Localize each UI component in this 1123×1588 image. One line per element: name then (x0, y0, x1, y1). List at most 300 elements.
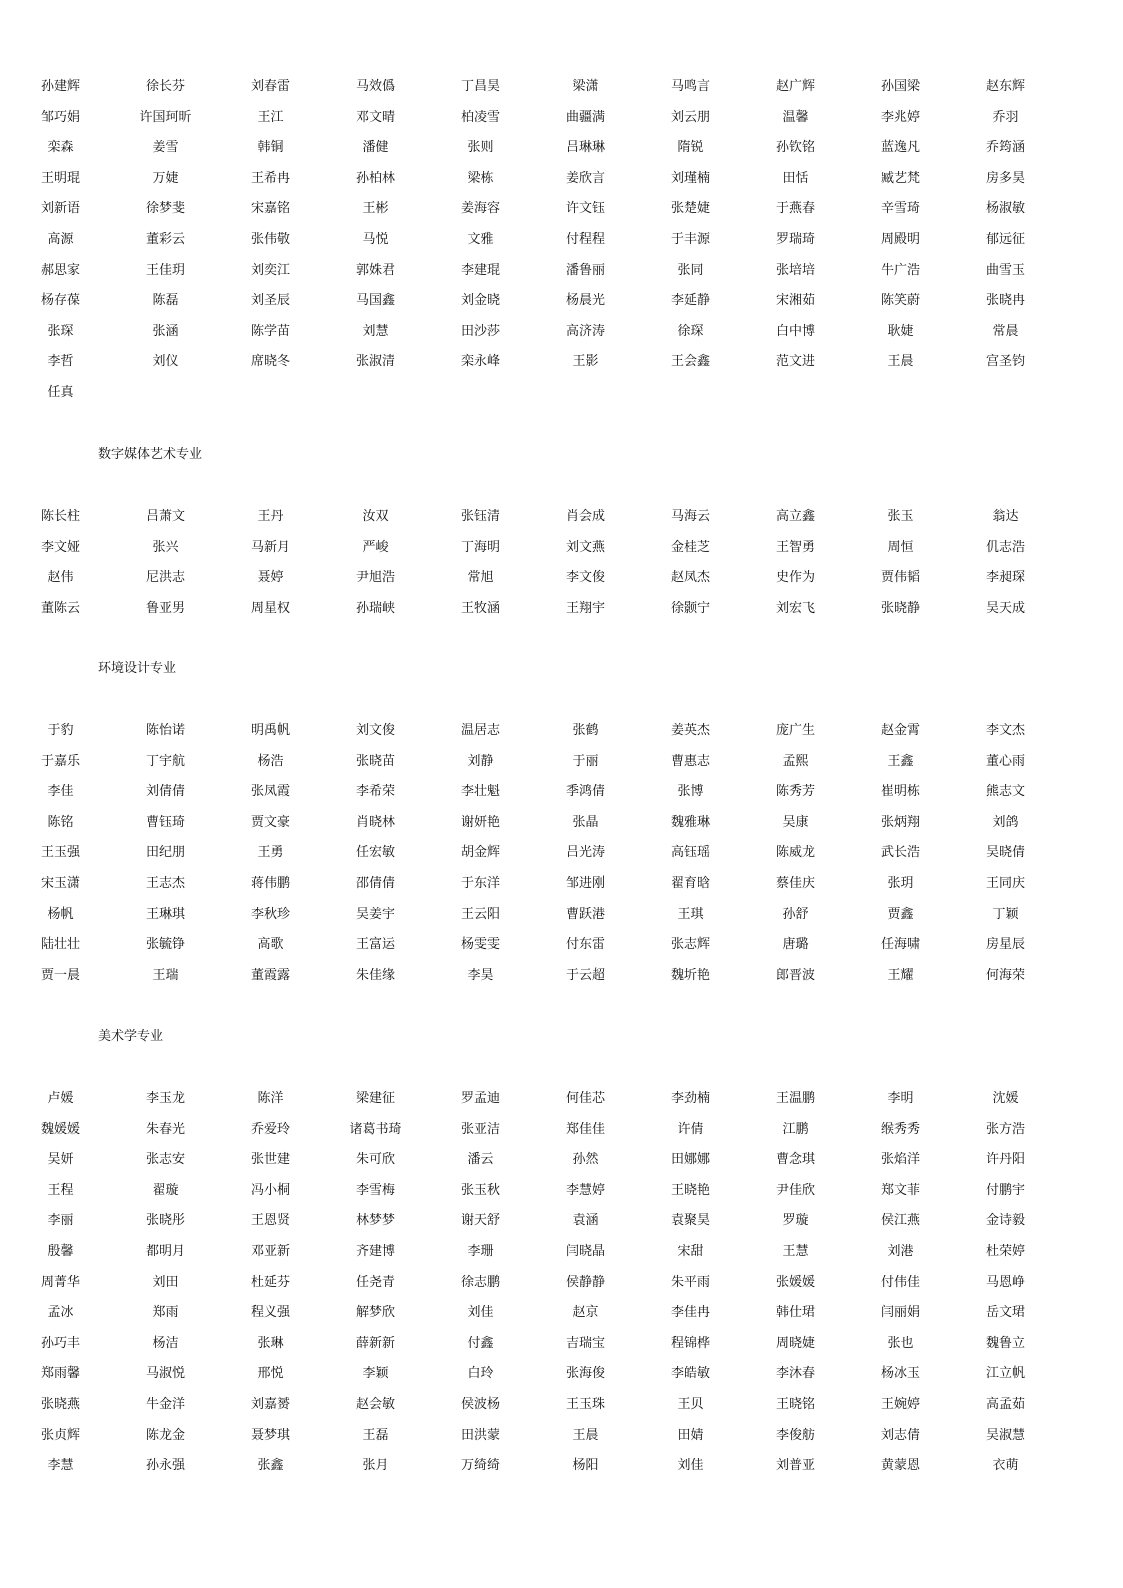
student-name: 朱春光 (145, 1121, 185, 1137)
student-name: 田恬 (782, 170, 809, 186)
student-name: 武长浩 (880, 845, 920, 861)
student-name: 都明月 (145, 1243, 185, 1259)
student-name: 郑文菲 (880, 1182, 920, 1198)
student-name: 赵金霄 (880, 723, 920, 738)
student-name: 张焰洋 (880, 1152, 920, 1168)
student-name: 万绮绮 (460, 1458, 500, 1474)
student-name: 孙钦铭 (775, 140, 815, 156)
student-name: 曲雪玉 (985, 262, 1025, 278)
student-name: 杜荣婷 (985, 1243, 1025, 1259)
student-name: 陈龙金 (145, 1427, 185, 1443)
student-name: 王翔宇 (565, 600, 605, 616)
student-name: 江鹏 (782, 1121, 809, 1137)
student-name: 梁建征 (355, 1091, 395, 1106)
student-name: 王影 (572, 354, 599, 370)
names-grid (8, 502, 1058, 624)
student-name: 周星权 (250, 600, 290, 616)
student-name: 刘港 (887, 1243, 914, 1259)
student-name: 杨晨光 (565, 293, 605, 309)
student-name: 曹惠志 (670, 753, 710, 769)
student-name: 殷馨 (47, 1243, 74, 1259)
student-name: 许文钰 (565, 201, 605, 217)
student-name: 孟冰 (47, 1305, 74, 1321)
student-name: 唐璐 (782, 937, 809, 953)
student-name: 蒋伟鹏 (250, 875, 290, 891)
student-name: 王明琨 (40, 170, 80, 186)
student-name: 周殿明 (880, 231, 920, 247)
student-name: 郝思家 (40, 262, 80, 278)
student-name: 罗璇 (782, 1213, 809, 1229)
student-name: 李玉龙 (145, 1091, 185, 1106)
student-name: 闫丽娟 (880, 1305, 920, 1321)
student-name: 杨洁 (152, 1335, 179, 1351)
student-name: 邢悦 (257, 1366, 284, 1382)
student-name: 付东雷 (565, 937, 605, 953)
student-name: 史作为 (775, 570, 815, 586)
names-grid (8, 1084, 1058, 1482)
student-name: 曹念琪 (775, 1152, 815, 1168)
student-name: 王慧 (782, 1243, 809, 1259)
student-name: 李丽 (47, 1213, 74, 1229)
student-name: 张则 (467, 140, 494, 156)
student-name: 杜延芬 (250, 1274, 290, 1290)
student-name: 田纪朋 (145, 845, 185, 861)
student-name: 郁远征 (985, 231, 1025, 247)
student-name: 许丹阳 (985, 1152, 1025, 1168)
student-name: 王琪 (677, 906, 704, 922)
student-name: 贾文豪 (250, 814, 290, 830)
student-name: 王同庆 (985, 875, 1025, 891)
student-name: 王丹 (257, 509, 284, 524)
student-name: 刘嘉赟 (250, 1396, 290, 1412)
student-name: 孙永强 (145, 1458, 185, 1474)
student-name: 于燕春 (775, 201, 815, 217)
student-name: 曲疆满 (565, 109, 605, 125)
student-name: 李哲 (47, 354, 74, 370)
student-name: 邹进刚 (565, 875, 605, 891)
student-name: 张方浩 (985, 1121, 1025, 1137)
student-name: 王江 (257, 109, 284, 125)
student-name: 李慧 (47, 1458, 74, 1474)
student-name: 周恒 (887, 539, 914, 555)
student-name: 程锦桦 (670, 1335, 710, 1351)
student-name: 栾森 (47, 140, 74, 156)
student-name: 张同 (677, 262, 704, 278)
student-name: 马国鑫 (355, 293, 395, 309)
student-name: 孟熙 (782, 753, 809, 769)
student-name: 贾一晨 (40, 967, 80, 983)
student-name: 吕光涛 (565, 845, 605, 861)
student-name: 吉瑞宝 (565, 1335, 605, 1351)
student-name: 杨帆 (47, 906, 74, 922)
student-name: 陈铭 (47, 814, 74, 830)
student-name: 李佳冉 (670, 1305, 710, 1321)
student-name: 温居志 (460, 723, 500, 738)
student-name: 张鑫 (257, 1458, 284, 1474)
student-name: 刘金晓 (460, 293, 500, 309)
student-name: 任尧青 (355, 1274, 395, 1290)
student-name: 王牧涵 (460, 600, 500, 616)
student-name: 乔羽 (992, 109, 1019, 125)
student-name: 田娜娜 (670, 1152, 710, 1168)
student-name: 聂婷 (257, 570, 284, 586)
student-name: 罗孟迪 (460, 1091, 500, 1106)
student-name: 孙国梁 (880, 79, 920, 94)
student-name: 朱佳缘 (355, 967, 395, 983)
student-name: 江立帆 (985, 1366, 1025, 1382)
student-name: 贾伟韬 (880, 570, 920, 586)
student-name: 郎晋波 (775, 967, 815, 983)
student-name: 潘鲁丽 (565, 262, 605, 278)
student-name: 曹钰琦 (145, 814, 185, 830)
student-name: 刘圣辰 (250, 293, 290, 309)
student-name: 卢媛 (47, 1091, 74, 1106)
student-name: 魏鲁立 (985, 1335, 1025, 1351)
student-name: 陈秀芳 (775, 784, 815, 800)
student-name: 马效僞 (355, 79, 395, 94)
student-name: 吴天成 (985, 600, 1025, 616)
student-name: 张月 (362, 1458, 389, 1474)
student-name: 张伟敬 (250, 231, 290, 247)
student-name: 胡金辉 (460, 845, 500, 861)
student-name: 田洪蒙 (460, 1427, 500, 1443)
student-name: 翟璇 (152, 1182, 179, 1198)
student-name: 李佳 (47, 784, 74, 800)
student-name: 熊志文 (985, 784, 1025, 800)
student-name: 臧艺梵 (880, 170, 920, 186)
student-name: 许倩 (677, 1121, 704, 1137)
student-name: 周晓婕 (775, 1335, 815, 1351)
student-name: 孙舒 (782, 906, 809, 922)
student-name: 齐建博 (355, 1243, 395, 1259)
section-title: 美术学专业 (98, 1029, 164, 1044)
student-name: 徐颢宁 (670, 600, 710, 616)
student-name: 张培培 (775, 262, 815, 278)
student-name: 郑雨馨 (40, 1366, 80, 1382)
student-name: 王晨 (887, 354, 914, 370)
student-name: 马淑悦 (145, 1366, 185, 1382)
student-name: 付鹏宇 (985, 1182, 1025, 1198)
student-name: 付鑫 (467, 1335, 494, 1351)
student-name: 宫圣钧 (985, 354, 1025, 370)
student-name: 张也 (887, 1335, 914, 1351)
student-name: 周菁华 (40, 1274, 80, 1290)
student-name: 李壮魁 (460, 784, 500, 800)
student-name: 蓝逸凡 (880, 140, 920, 156)
student-name: 王志杰 (145, 875, 185, 891)
student-name: 崔明栋 (880, 784, 920, 800)
student-name: 房星辰 (985, 937, 1025, 953)
student-name: 张志安 (145, 1152, 185, 1168)
student-name: 徐志鹏 (460, 1274, 500, 1290)
student-name: 丁昌昊 (460, 79, 500, 94)
student-name: 张世建 (250, 1152, 290, 1168)
student-name: 庞广生 (775, 723, 815, 738)
student-name: 李昶琛 (985, 570, 1025, 586)
student-name: 乔爱玲 (250, 1121, 290, 1137)
student-name: 李文杰 (985, 723, 1025, 738)
student-name: 马鸣言 (670, 79, 710, 94)
student-name: 蔡佳庆 (775, 875, 815, 891)
student-name: 韩铜 (257, 140, 284, 156)
student-name: 张玉秋 (460, 1182, 500, 1198)
student-name: 耿婕 (887, 323, 914, 339)
student-name: 郑雨 (152, 1305, 179, 1321)
student-name: 刘普亚 (775, 1458, 815, 1474)
student-name: 张毓铮 (145, 937, 185, 953)
student-name: 贾鑫 (887, 906, 914, 922)
student-name: 隋锐 (677, 140, 704, 156)
student-name: 林梦梦 (355, 1213, 395, 1229)
student-name: 任真 (47, 384, 74, 400)
student-name: 温馨 (782, 109, 809, 125)
student-name: 何佳芯 (565, 1091, 605, 1106)
student-name: 刘文燕 (565, 539, 605, 555)
student-name: 黄蒙恩 (880, 1458, 920, 1474)
student-name: 李希荣 (355, 784, 395, 800)
student-name: 丁海明 (460, 539, 500, 555)
student-name: 刘倩倩 (145, 784, 185, 800)
student-name: 张钰清 (460, 509, 500, 524)
student-name: 王磊 (362, 1427, 389, 1443)
student-name: 孙柏林 (355, 170, 395, 186)
student-name: 缑秀秀 (880, 1121, 920, 1137)
student-name: 王耀 (887, 967, 914, 983)
student-name: 张亚洁 (460, 1121, 500, 1137)
student-name: 陈威龙 (775, 845, 815, 861)
student-name: 邵倩倩 (355, 875, 395, 891)
student-name: 宋玉潇 (40, 875, 80, 891)
student-name: 程义强 (250, 1305, 290, 1321)
student-name: 于嘉乐 (40, 753, 80, 769)
student-name: 尼洪志 (145, 570, 185, 586)
student-name: 刘宏飞 (775, 600, 815, 616)
student-name: 李皓敏 (670, 1366, 710, 1382)
student-name: 孙建辉 (40, 79, 80, 94)
student-name: 刘云朋 (670, 109, 710, 125)
student-name: 王会鑫 (670, 354, 710, 370)
student-name: 丁宇航 (145, 753, 185, 769)
student-name: 张晓燕 (40, 1396, 80, 1412)
student-name: 张玉 (887, 509, 914, 524)
student-name: 罗瑞琦 (775, 231, 815, 247)
student-name: 王恩贤 (250, 1213, 290, 1229)
student-name: 何海荣 (985, 967, 1025, 983)
student-name: 刘慧 (362, 323, 389, 339)
student-name: 陈学苗 (250, 323, 290, 339)
student-name: 张淑清 (355, 354, 395, 370)
student-name: 刘田 (152, 1274, 179, 1290)
student-name: 刘仪 (152, 354, 179, 370)
student-name: 杨存葆 (40, 293, 80, 309)
student-name: 姜雪 (152, 140, 179, 156)
student-name: 陈笑蔚 (880, 293, 920, 309)
student-name: 王云阳 (460, 906, 500, 922)
student-name: 李文俊 (565, 570, 605, 586)
student-name: 牛广浩 (880, 262, 920, 278)
student-name: 于云超 (565, 967, 605, 983)
student-name: 金诗毅 (985, 1213, 1025, 1229)
student-name: 诸葛书琦 (349, 1121, 402, 1137)
student-name: 陆壮壮 (40, 937, 80, 953)
student-name: 陈洋 (257, 1091, 284, 1106)
student-name: 王晨 (572, 1427, 599, 1443)
student-name: 曹跃港 (565, 906, 605, 922)
student-name: 李秋珍 (250, 906, 290, 922)
student-name: 马海云 (670, 509, 710, 524)
student-name: 张媛媛 (775, 1274, 815, 1290)
student-name: 李珊 (467, 1243, 494, 1259)
student-name: 常晨 (992, 323, 1019, 339)
student-name: 刘鸽 (992, 814, 1019, 830)
student-name: 王希冉 (250, 170, 290, 186)
student-name: 高济涛 (565, 323, 605, 339)
student-name: 冯小桐 (250, 1182, 290, 1198)
student-name: 董彩云 (145, 231, 185, 247)
student-name: 栾永峰 (460, 354, 500, 370)
student-name: 王富运 (355, 937, 395, 953)
student-name: 邓文晴 (355, 109, 395, 125)
student-name: 王程 (47, 1182, 74, 1198)
student-name: 李文娅 (40, 539, 80, 555)
student-name: 孙巧丰 (40, 1335, 80, 1351)
student-name: 张兴 (152, 539, 179, 555)
student-name: 杨雯雯 (460, 937, 500, 953)
student-name: 孙瑞峡 (355, 600, 395, 616)
student-name: 张贞辉 (40, 1427, 80, 1443)
student-name: 徐梦斐 (145, 201, 185, 217)
student-name: 乔筠涵 (985, 140, 1025, 156)
student-name: 高钰瑶 (670, 845, 710, 861)
student-name: 解梦欣 (355, 1305, 395, 1321)
student-name: 吕琳琳 (565, 140, 605, 156)
student-name: 赵京 (572, 1305, 599, 1321)
student-name: 辛雪琦 (880, 201, 920, 217)
student-name: 张晓彤 (145, 1213, 185, 1229)
student-name: 张博 (677, 784, 704, 800)
student-name: 孙然 (572, 1152, 599, 1168)
student-name: 王晓铭 (775, 1396, 815, 1412)
student-name: 白中博 (775, 323, 815, 339)
student-name: 邓亚新 (250, 1243, 290, 1259)
student-name: 王婉婷 (880, 1396, 920, 1412)
names-grid (8, 716, 1058, 991)
student-name: 汝双 (362, 509, 389, 524)
student-name: 刘瑾楠 (670, 170, 710, 186)
student-name: 王勇 (257, 845, 284, 861)
student-name: 尹佳欣 (775, 1182, 815, 1198)
student-name: 吴妍 (47, 1152, 74, 1168)
student-name: 薛新新 (355, 1335, 395, 1351)
section-title: 数字媒体艺术专业 (98, 447, 203, 462)
student-name: 宋湘茹 (775, 293, 815, 309)
student-name: 刘静 (467, 753, 494, 769)
student-name: 王佳玥 (145, 262, 185, 278)
student-name: 任海啸 (880, 937, 920, 953)
student-name: 任宏敏 (355, 845, 395, 861)
student-name: 于丰源 (670, 231, 710, 247)
student-name: 马悦 (362, 231, 389, 247)
student-name: 王彬 (362, 201, 389, 217)
student-name: 严峻 (362, 539, 389, 555)
student-name: 姜欣言 (565, 170, 605, 186)
student-name: 陈怡诺 (145, 723, 185, 738)
student-name: 田婧 (677, 1427, 704, 1443)
student-name: 高立鑫 (775, 509, 815, 524)
student-name: 李雪梅 (355, 1182, 395, 1198)
student-name: 宋甜 (677, 1243, 704, 1259)
student-name: 马恩峥 (985, 1274, 1025, 1290)
student-name: 高歌 (257, 937, 284, 953)
student-name: 董陈云 (40, 600, 80, 616)
student-name: 张楚婕 (670, 201, 710, 217)
student-name: 聂梦琪 (250, 1427, 290, 1443)
student-name: 陈长柱 (40, 509, 80, 524)
student-name: 李沐春 (775, 1366, 815, 1382)
student-name: 鲁亚男 (145, 600, 185, 616)
student-name: 于东洋 (460, 875, 500, 891)
student-name: 徐长芬 (145, 79, 185, 94)
student-name: 杨冰玉 (880, 1366, 920, 1382)
student-name: 李慧婷 (565, 1182, 605, 1198)
student-name: 谢天舒 (460, 1213, 500, 1229)
student-name: 吴晓倩 (985, 845, 1025, 861)
student-name: 王鑫 (887, 753, 914, 769)
student-name: 梁栋 (467, 170, 494, 186)
student-name: 王玉强 (40, 845, 80, 861)
student-name: 袁涵 (572, 1213, 599, 1229)
student-name: 郑佳佳 (565, 1121, 605, 1137)
student-name: 丁颖 (992, 906, 1019, 922)
student-name: 付伟佳 (880, 1274, 920, 1290)
names-grid (8, 72, 1058, 409)
student-name: 张海俊 (565, 1366, 605, 1382)
student-name: 赵东辉 (985, 79, 1025, 94)
student-name: 房多昊 (985, 170, 1025, 186)
student-name: 杨阳 (572, 1458, 599, 1474)
student-name: 明禹帆 (250, 723, 290, 738)
student-name: 王琳琪 (145, 906, 185, 922)
student-name: 潘健 (362, 140, 389, 156)
student-name: 张凤霞 (250, 784, 290, 800)
student-name: 万婕 (152, 170, 179, 186)
student-name: 张鹤 (572, 723, 599, 738)
student-name: 张琛 (47, 323, 74, 339)
student-name: 文雅 (467, 231, 494, 247)
section-title: 环境设计专业 (98, 661, 177, 676)
student-name: 侯江燕 (880, 1213, 920, 1229)
student-name: 姜海容 (460, 201, 500, 217)
student-name: 王贝 (677, 1396, 704, 1412)
student-name: 仉志浩 (985, 539, 1025, 555)
student-name: 魏雅琳 (670, 814, 710, 830)
student-name: 吴淑慧 (985, 1427, 1025, 1443)
student-name: 尹旭浩 (355, 570, 395, 586)
student-name: 席晓冬 (250, 354, 290, 370)
student-name: 宋嘉铭 (250, 201, 290, 217)
student-name: 姜英杰 (670, 723, 710, 738)
student-name: 张炳翔 (880, 814, 920, 830)
student-name: 牛金洋 (145, 1396, 185, 1412)
student-name: 袁聚昊 (670, 1213, 710, 1229)
student-name: 张晓苗 (355, 753, 395, 769)
student-name: 张涵 (152, 323, 179, 339)
student-name: 刘文俊 (355, 723, 395, 738)
student-name: 魏媛媛 (40, 1121, 80, 1137)
student-name: 范文进 (775, 354, 815, 370)
student-name: 衣萌 (992, 1458, 1019, 1474)
student-name: 侯静静 (565, 1274, 605, 1290)
